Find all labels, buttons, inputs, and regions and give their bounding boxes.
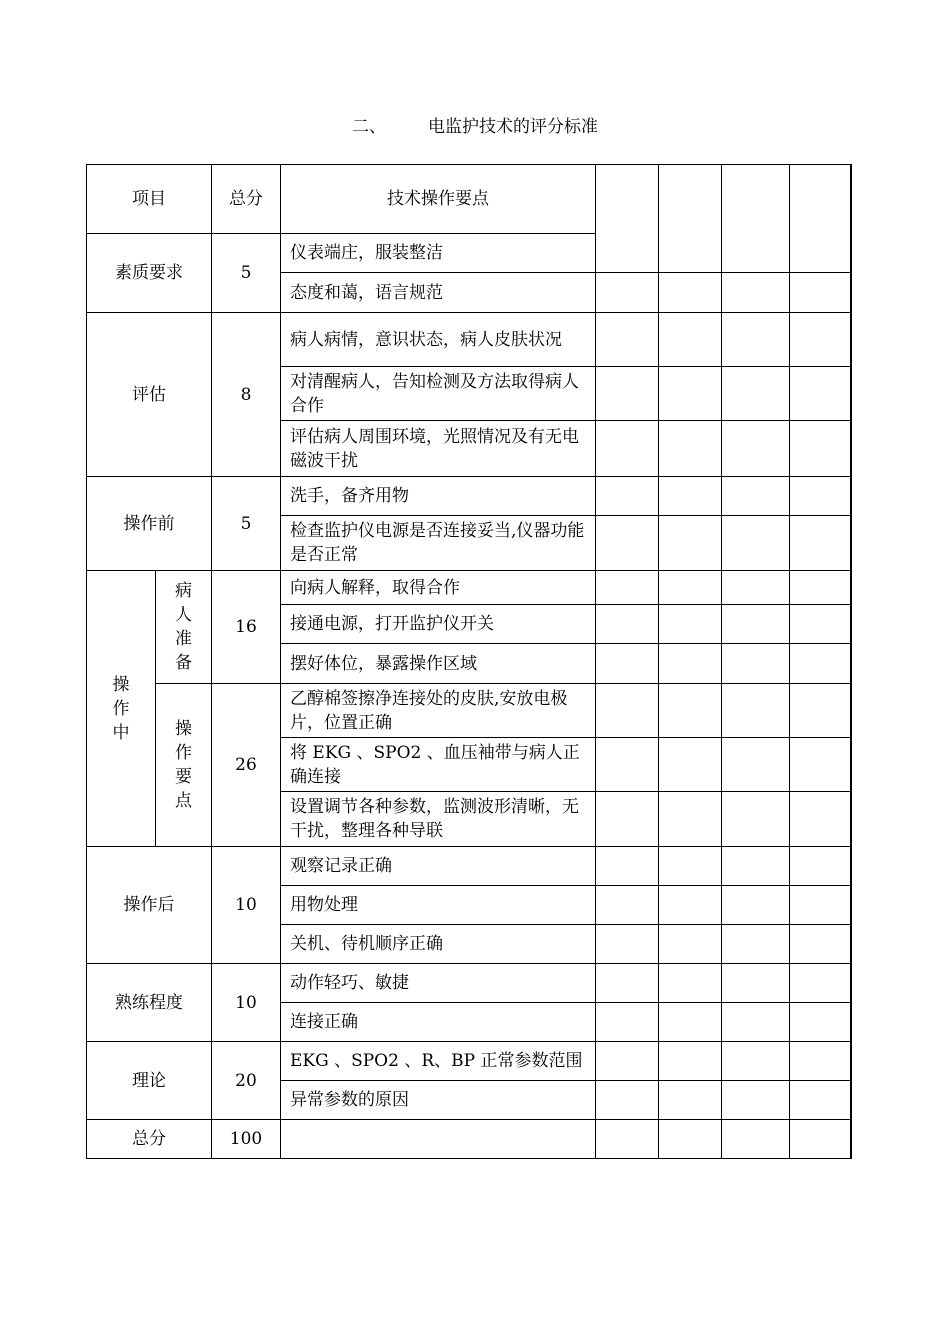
blank-cell <box>596 964 659 1003</box>
section-name-text: 操作中 <box>112 674 130 743</box>
point-text: 检查监护仪电源是否连接妥当,仪器功能是否正常 <box>281 516 596 571</box>
section-score: 20 <box>212 1042 281 1120</box>
blank-cell <box>596 571 659 605</box>
blank-cell <box>722 925 790 964</box>
section-name: 操作前 <box>87 477 212 571</box>
blank-cell <box>722 313 790 367</box>
header-total: 总分 <box>212 165 281 234</box>
section-name: 评估 <box>87 313 212 477</box>
blank-cell <box>722 964 790 1003</box>
blank-cell <box>659 165 722 273</box>
point-text: 评估病人周围环境，光照情况及有无电磁波干扰 <box>281 421 596 477</box>
point-text: 摆好体位，暴露操作区域 <box>281 644 596 684</box>
blank-cell <box>790 1120 851 1159</box>
blank-cell <box>722 273 790 313</box>
blank-cell <box>659 1003 722 1042</box>
blank-cell <box>790 925 851 964</box>
blank-cell <box>659 1081 722 1120</box>
blank-cell <box>790 644 851 684</box>
blank-cell <box>659 477 722 516</box>
point-text: EKG 、SPO2 、R、BP 正常参数范围 <box>281 1042 596 1081</box>
point-text: 关机、待机顺序正确 <box>281 925 596 964</box>
blank-cell <box>790 571 851 605</box>
section-score: 5 <box>212 477 281 571</box>
title-text: 电监护技术的评分标准 <box>428 117 598 137</box>
blank-cell <box>659 313 722 367</box>
point-text: 对清醒病人，告知检测及方法取得病人合作 <box>281 367 596 421</box>
subsection-name <box>156 684 212 847</box>
section-name: 熟练程度 <box>87 964 212 1042</box>
blank-cell <box>790 1081 851 1120</box>
header-points: 技术操作要点 <box>281 165 596 234</box>
section-score: 26 <box>212 684 281 847</box>
blank-cell <box>722 516 790 571</box>
point-text: 动作轻巧、敏捷 <box>281 964 596 1003</box>
blank-cell <box>722 1120 790 1159</box>
blank-cell <box>722 1003 790 1042</box>
blank-cell <box>790 516 851 571</box>
blank-cell <box>659 605 722 644</box>
blank-cell <box>722 477 790 516</box>
point-text: 仪表端庄，服装整洁 <box>281 234 596 273</box>
section-name: 理论 <box>87 1042 212 1120</box>
blank-cell <box>596 886 659 925</box>
blank-cell <box>790 847 851 886</box>
blank-cell <box>659 516 722 571</box>
title-number: 二、 <box>352 117 386 137</box>
blank-cell <box>596 1003 659 1042</box>
section-score: 8 <box>212 313 281 477</box>
blank-cell <box>722 1042 790 1081</box>
total-score: 100 <box>212 1120 281 1159</box>
blank-cell <box>722 1081 790 1120</box>
blank-cell <box>722 684 790 738</box>
blank-cell <box>596 684 659 738</box>
blank-cell <box>790 477 851 516</box>
subsection-name <box>156 571 212 684</box>
blank-cell <box>722 847 790 886</box>
blank-cell <box>659 644 722 684</box>
section-score: 16 <box>212 571 281 684</box>
blank-cell <box>596 516 659 571</box>
point-text: 观察记录正确 <box>281 847 596 886</box>
section-score: 5 <box>212 234 281 313</box>
blank-cell <box>596 313 659 367</box>
blank-cell <box>722 367 790 421</box>
blank-cell <box>722 886 790 925</box>
point-text: 态度和蔼，语言规范 <box>281 273 596 313</box>
point-text: 洗手，备齐用物 <box>281 477 596 516</box>
blank-cell <box>659 1120 722 1159</box>
section-name: 素质要求 <box>87 234 212 313</box>
blank-cell <box>659 925 722 964</box>
blank-cell <box>790 605 851 644</box>
blank-cell <box>596 1081 659 1120</box>
subsection-name-text: 操作要点 <box>175 719 192 811</box>
point-text: 乙醇棉签擦净连接处的皮肤,安放电极片，位置正确 <box>281 684 596 738</box>
blank-cell <box>659 684 722 738</box>
point-text: 病人病情，意识状态，病人皮肤状况 <box>281 313 596 367</box>
point-text: 向病人解释，取得合作 <box>281 571 596 605</box>
blank-cell <box>790 421 851 477</box>
point-text: 将 EKG 、SPO2 、血压袖带与病人正确连接 <box>281 738 596 792</box>
blank-cell <box>659 964 722 1003</box>
blank-cell <box>659 738 722 792</box>
blank-cell <box>596 273 659 313</box>
blank-cell <box>659 571 722 605</box>
blank-cell <box>722 421 790 477</box>
blank-cell <box>722 792 790 847</box>
blank-cell <box>659 273 722 313</box>
page-title <box>0 116 950 138</box>
blank-cell <box>659 886 722 925</box>
point-text: 用物处理 <box>281 886 596 925</box>
blank-cell <box>596 1120 659 1159</box>
section-score: 10 <box>212 964 281 1042</box>
blank-cell <box>722 571 790 605</box>
blank-cell <box>596 792 659 847</box>
blank-cell <box>596 605 659 644</box>
blank-cell <box>790 684 851 738</box>
blank-cell <box>281 1120 596 1159</box>
blank-cell <box>722 165 790 273</box>
point-text: 设置调节各种参数，监测波形清晰，无干扰，整理各种导联 <box>281 792 596 847</box>
blank-cell <box>596 421 659 477</box>
blank-cell <box>596 738 659 792</box>
blank-cell <box>790 313 851 367</box>
blank-cell <box>790 1003 851 1042</box>
blank-cell <box>722 605 790 644</box>
subsection-name-text: 病人准备 <box>175 581 192 673</box>
blank-cell <box>596 367 659 421</box>
blank-cell <box>596 644 659 684</box>
blank-cell <box>790 792 851 847</box>
blank-cell <box>659 367 722 421</box>
header-item: 项目 <box>87 165 212 234</box>
blank-cell <box>790 738 851 792</box>
blank-cell <box>722 738 790 792</box>
scoring-table <box>86 164 852 1159</box>
blank-cell <box>722 644 790 684</box>
section-name <box>87 571 156 847</box>
blank-cell <box>596 1042 659 1081</box>
blank-cell <box>596 477 659 516</box>
section-score: 10 <box>212 847 281 964</box>
blank-cell <box>596 925 659 964</box>
blank-cell <box>790 273 851 313</box>
blank-cell <box>790 165 851 273</box>
section-name: 操作后 <box>87 847 212 964</box>
point-text: 连接正确 <box>281 1003 596 1042</box>
blank-cell <box>790 1042 851 1081</box>
blank-cell <box>596 165 659 273</box>
point-text: 接通电源，打开监护仪开关 <box>281 605 596 644</box>
blank-cell <box>596 847 659 886</box>
total-label: 总分 <box>87 1120 212 1159</box>
blank-cell <box>790 964 851 1003</box>
blank-cell <box>790 367 851 421</box>
point-text: 异常参数的原因 <box>281 1081 596 1120</box>
blank-cell <box>659 792 722 847</box>
blank-cell <box>790 886 851 925</box>
blank-cell <box>659 1042 722 1081</box>
blank-cell <box>659 847 722 886</box>
blank-cell <box>659 421 722 477</box>
